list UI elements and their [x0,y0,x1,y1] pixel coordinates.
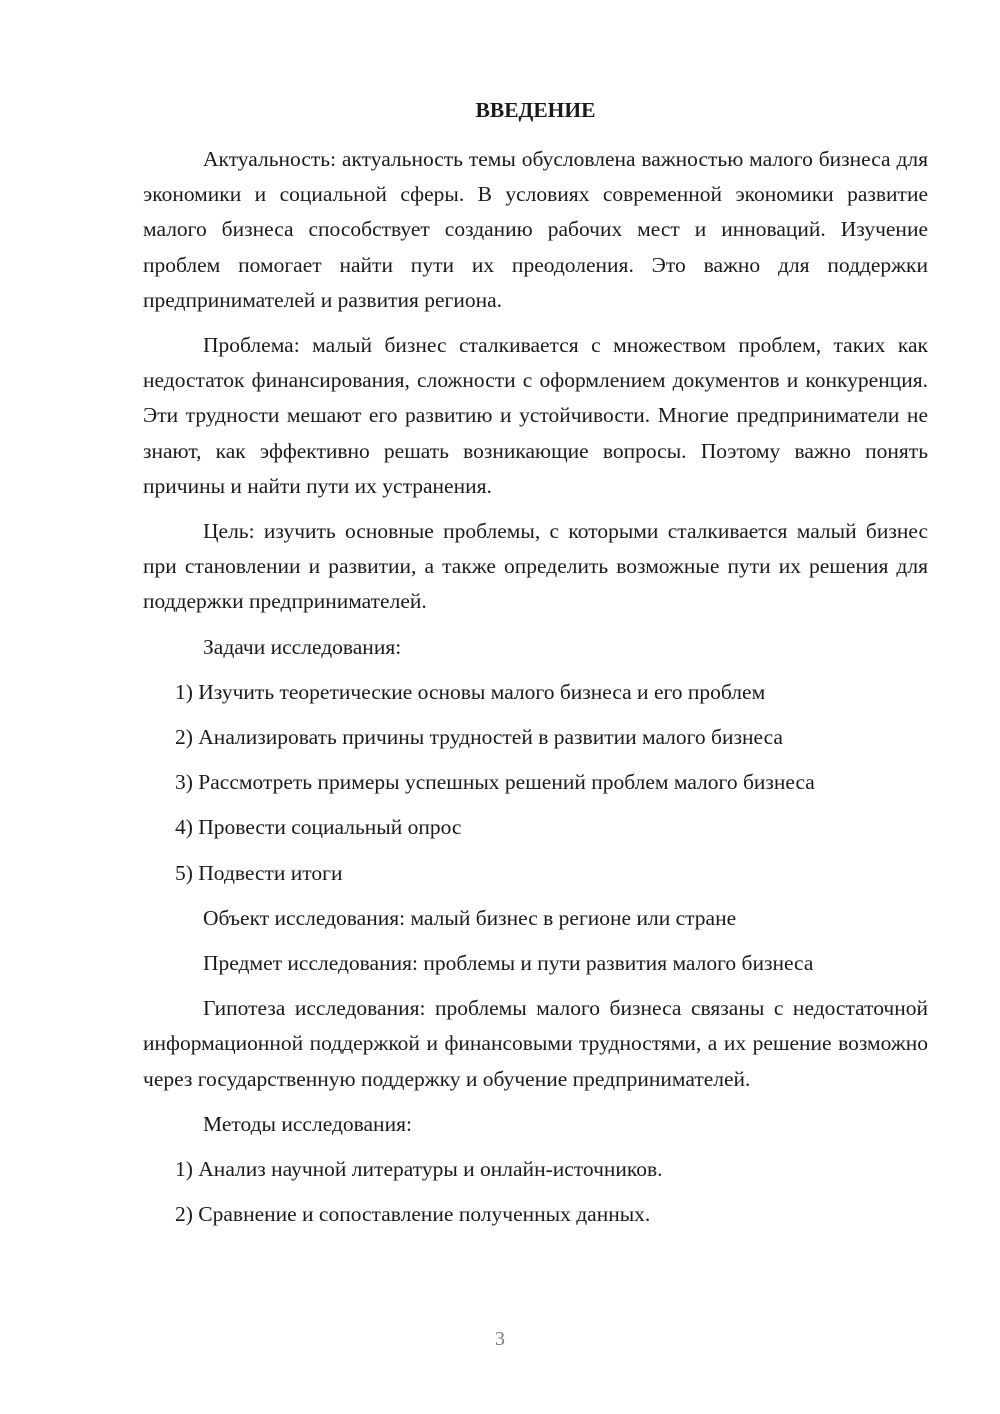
task-item: 5) Подвести итоги [175,860,343,885]
tasks-heading: Задачи исследования: [203,634,402,659]
document-page [143,92,928,1242]
task-item: 2) Анализировать причины трудностей в развитии малого бизнеса [175,725,783,750]
task-item: 3) Рассмотреть примеры успешных решений проблем малого бизнеса [175,770,815,795]
goal-paragraph: Цель: изучить основные проблемы, с которыми сталкивается малый бизнес при становлении и развитии, а также определить возможные пути их решения для поддержки предпринимателей. [143,519,928,614]
task-item: 1) Изучить теоретические основы малого бизнеса и его проблем [175,679,766,704]
relevance-paragraph: Актуальность: актуальность темы обусловлена важностью малого бизнеса для экономики и социальной сферы. В условиях современной экономики развитие малого бизнеса способствует созданию рабочих мест и инноваций. Изучение проблем помогает найти пути их преодоления. Это важно для поддержки предпринимателей и развития региона. [143,147,928,312]
task-item: 4) Провести социальный опрос [175,815,462,840]
method-item: 1) Анализ научной литературы и онлайн-источников. [175,1157,663,1182]
section-title: ВВЕДЕНИЕ [475,98,596,122]
hypothesis-paragraph: Гипотеза исследования: проблемы малого бизнеса связаны с недостаточной информационной поддержкой и финансовыми трудностями, а их решение возможно через государственную поддержку и обучение предпринимателей. [143,996,928,1091]
methods-heading: Методы исследования: [203,1111,412,1136]
method-item: 2) Сравнение и сопоставление полученных данных. [175,1202,651,1227]
page-number: 3 [495,1328,505,1350]
research-subject: Предмет исследования: проблемы и пути развития малого бизнеса [203,951,814,976]
research-object: Объект исследования: малый бизнес в регионе или стране [203,905,737,930]
problem-paragraph: Проблема: малый бизнес сталкивается с множеством проблем, таких как недостаток финансирования, сложности с оформлением документов и конкуренция. Эти трудности мешают его развитию и устойчивости. Многие предприниматели не знают, как эффективно решать возникающие вопросы. Поэтому важно понять причины и найти пути их устранения. [143,333,928,498]
